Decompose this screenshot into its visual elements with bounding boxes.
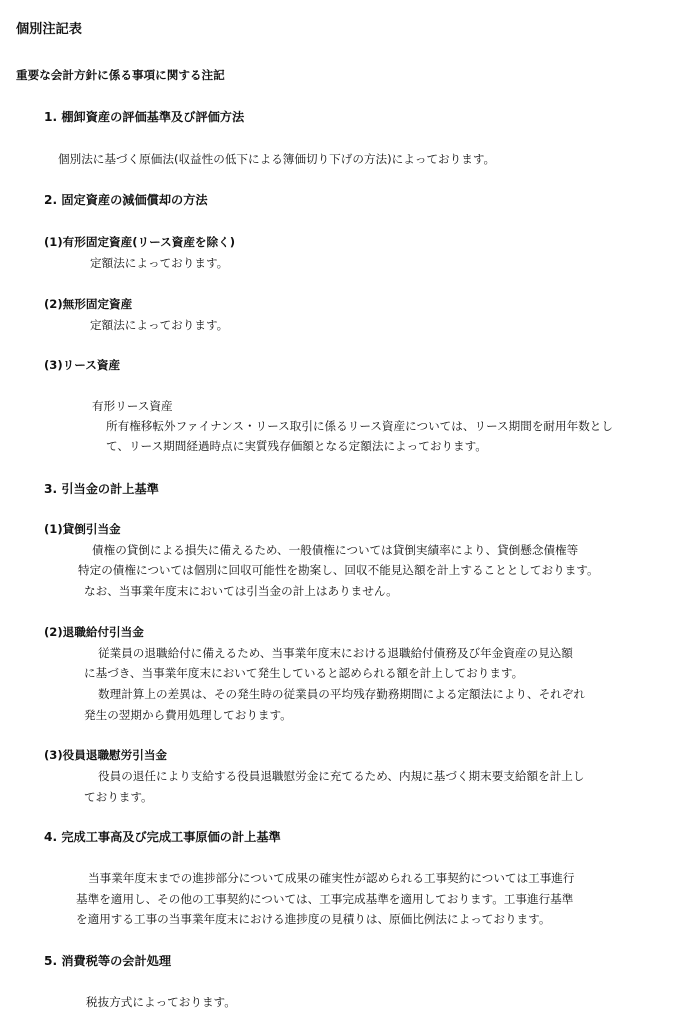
section-5-heading: 5. 消費税等の会計処理 [44, 954, 172, 968]
section-1-heading: 1. 棚卸資産の評価基準及び評価方法 [44, 110, 245, 124]
section-2-sub3-title: (3)リース資産 [44, 358, 121, 372]
section-4-line3: を適用する工事の当事業年度末における進捗度の見積りは、原価比例法によっております。 [76, 912, 551, 926]
section-2-heading: 2. 固定資産の減価償却の方法 [44, 193, 208, 207]
section-3-sub1-line2: 特定の債権については個別に回収可能性を勘案し、回収不能見込額を計上することとしております。 [78, 563, 599, 577]
section-3-sub3-title: (3)役員退職慰労引当金 [44, 748, 168, 762]
section-3-sub2-line1: 従業員の退職給付に備えるため、当事業年度末における退職給付債務及び年金資産の見込額 [98, 646, 573, 660]
section-4-heading: 4. 完成工事高及び完成工事原価の計上基準 [44, 830, 281, 844]
section-2-sub3-line1: 所有権移転外ファイナンス・リース取引に係るリース資産については、リース期間を耐用年数とし [106, 419, 613, 433]
section-3-sub1-title: (1)貸倒引当金 [44, 522, 121, 536]
section-2-sub3-label: 有形リース資産 [92, 399, 173, 413]
section-3-sub3-line2: ております。 [84, 790, 153, 804]
section-3-sub1-line3: なお、当事業年度末においては引当金の計上はありません。 [84, 584, 398, 598]
section-2-sub1-body: 定額法によっております。 [90, 256, 229, 270]
section-2-sub3-line2: て、リース期間経過時点に実質残存価額となる定額法によっております。 [106, 439, 487, 453]
section-3-heading: 3. 引当金の計上基準 [44, 482, 159, 496]
section-3-sub1-line1: 債権の貸倒による損失に備えるため、一般債権については貸倒実績率により、貸倒懸念債権等 [92, 543, 579, 557]
section-4-line2: 基準を適用し、その他の工事契約については、工事完成基準を適用しております。工事進行基準 [76, 892, 574, 906]
doc-title: 個別注記表 [16, 22, 82, 37]
section-5-body: 税抜方式によっております。 [86, 995, 236, 1009]
section-4-line1: 当事業年度末までの進捗部分について成果の確実性が認められる工事契約については工事進行 [88, 871, 575, 885]
section-2-sub2-body: 定額法によっております。 [90, 318, 229, 332]
section-3-sub3-line1: 役員の退任により支給する役員退職慰労金に充てるため、内規に基づく期末要支給額を計上し [98, 769, 585, 783]
section-3-sub2-line2: に基づき、当事業年度末において発生していると認められる額を計上しております。 [84, 666, 524, 680]
section-2-sub1-title: (1)有形固定資産(リース資産を除く) [44, 235, 235, 249]
main-heading: 重要な会計方針に係る事項に関する注記 [16, 68, 225, 82]
section-1-body: 個別法に基づく原価法(収益性の低下による簿価切り下げの方法)によっております。 [58, 152, 496, 166]
section-3-sub2-line4: 発生の翌期から費用処理しております。 [84, 708, 292, 722]
section-2-sub2-title: (2)無形固定資産 [44, 297, 133, 311]
section-3-sub2-title: (2)退職給付引当金 [44, 625, 144, 639]
section-3-sub2-line3: 数理計算上の差異は、その発生時の従業員の平均残存勤務期間による定額法により、それぞれ [98, 687, 585, 701]
